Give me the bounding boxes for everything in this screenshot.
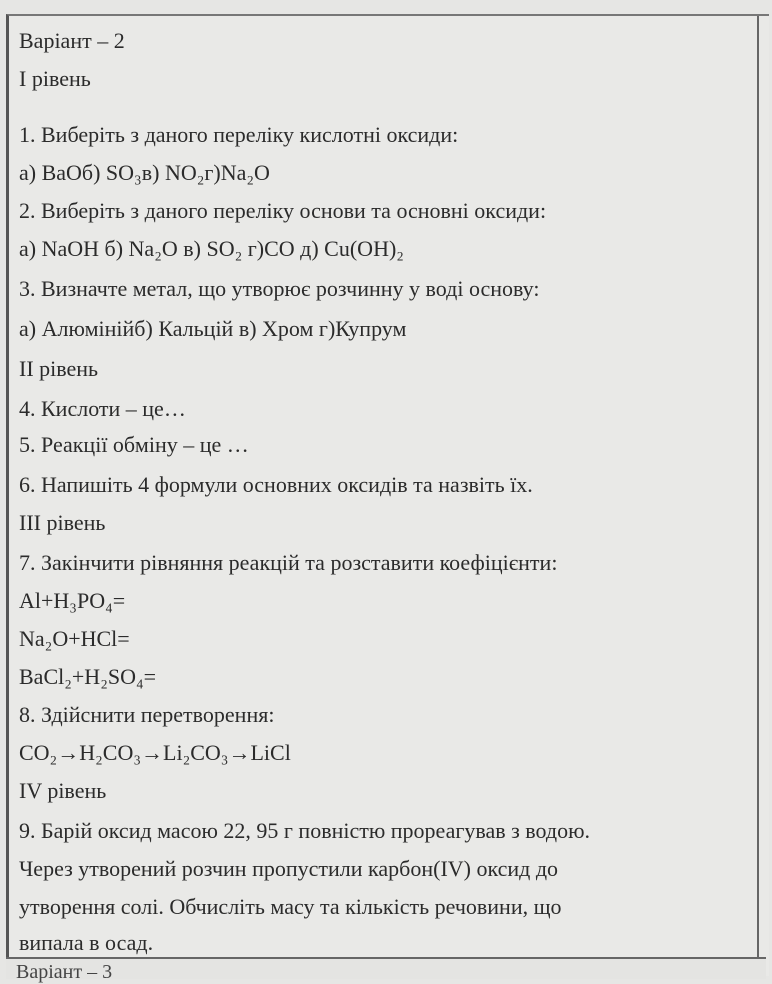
task-2: 2. Виберіть з даного переліку основи та основні оксиди: [19,198,547,223]
task-9-line-4: випала в осад. [19,930,154,955]
task-2-options: а) NaOH б) Na₂O в) SO₂ г)CO д) Cu(OH)₂ [19,236,404,261]
task-1-options: а) BaOб) SO₃в) NO₂г)Na₂O [19,160,270,185]
equation-1: Al+H₃PO₄= [19,588,126,613]
equation-3: BaCl₂+H₂SO₄= [19,664,157,689]
task-4: 4. Кислоти – це… [19,396,186,421]
transformation-chain: CO₂→H₂CO₃→Li₂CO₃→LiCl [19,740,291,765]
task-6: 6. Напишіть 4 формули основних оксидів та назвіть їх. [19,472,533,497]
task-3: 3. Визначте метал, що утворює розчинну у воді основу: [19,276,540,301]
level-3-heading: ІІІ рівень [19,510,106,535]
task-1: 1. Виберіть з даного переліку кислотні оксиди: [19,122,459,147]
variant-title: Варіант – 2 [19,28,125,53]
worksheet [6,14,769,976]
level-4-heading: IV рівень [19,778,107,803]
task-9-line-1: 9. Барій оксид масою 22, 95 г повністю прореагував з водою. [19,818,591,843]
task-3-options: а) Алюмінійб) Кальцій в) Хром г)Купрум [19,316,407,341]
task-9-line-3: утворення солі. Обчисліть масу та кількість речовини, що [19,894,562,919]
level-2-heading: ІІ рівень [19,356,99,381]
task-8: 8. Здійснити перетворення: [19,702,275,727]
level-1-heading: І рівень [19,66,91,91]
task-7: 7. Закінчити рівняння реакцій та розставити коефіцієнти: [19,550,558,575]
next-cell-text: Варіант – 3 [16,961,113,983]
variant-2-cell [9,16,759,962]
next-cell-edge [6,957,766,983]
task-9-line-2: Через утворений розчин пропустили карбон(IV) оксид до [19,856,559,881]
task-5: 5. Реакції обміну – це … [19,432,249,457]
equation-2: Na₂O+HCl= [19,626,130,651]
